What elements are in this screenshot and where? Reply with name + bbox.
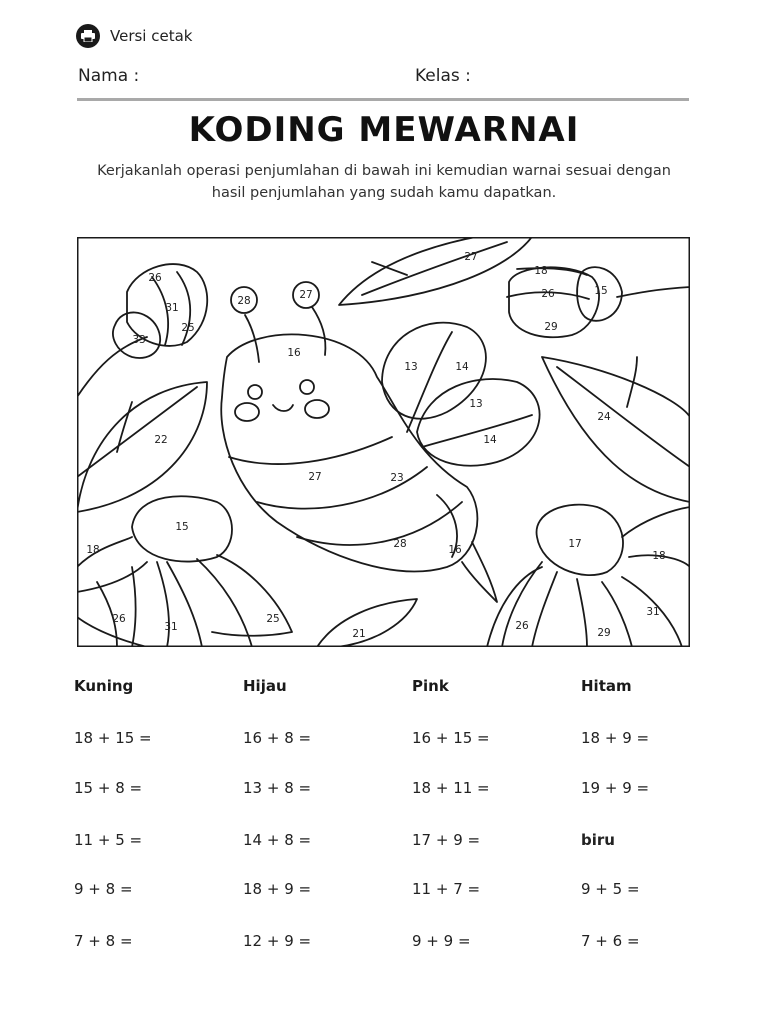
equation: 18 + 9 = [243, 880, 312, 898]
page-title: KODING MEWARNAI [188, 110, 580, 150]
label-left-leaf: 22 [154, 434, 168, 446]
label-left-bud-4: 33 [132, 334, 146, 346]
column-kuning [74, 676, 234, 950]
column-hitam [581, 676, 741, 950]
print-version-link[interactable] [76, 24, 192, 48]
picture-frame [78, 238, 690, 647]
equation: 9 + 5 = [581, 880, 640, 898]
label-right-flower-center: 17 [568, 538, 582, 550]
printer-icon [76, 24, 100, 48]
right-leaf [542, 357, 690, 502]
equation: 19 + 9 = [581, 779, 650, 797]
name-label: Nama : [78, 66, 140, 86]
label-top-leaf: 27 [464, 251, 478, 263]
label-bee-tail: 16 [448, 544, 462, 556]
instructions-line-2: hasil penjumlahan yang sudah kamu dapatkan. [211, 185, 557, 201]
label-right-bud-3: 15 [594, 285, 608, 297]
equation: 11 + 7 = [412, 880, 481, 898]
equation: 18 + 9 = [581, 729, 650, 747]
label-wing-2: 14 [455, 361, 469, 373]
column-hijau [243, 676, 403, 950]
equation: 9 + 9 = [412, 932, 471, 950]
label-wing-4: 14 [483, 434, 497, 446]
equation: 18 + 15 = [74, 729, 152, 747]
label-left-flower-4: 25 [266, 613, 280, 625]
instructions-line-1: Kerjakanlah operasi penjumlahan di bawah ini kemudian warnai sesuai dengan [97, 163, 671, 179]
equation: 15 + 8 = [74, 779, 143, 797]
header-divider [77, 98, 689, 101]
subheader-biru: biru [581, 831, 615, 849]
equation: 17 + 9 = [412, 831, 481, 849]
label-antenna-right: 27 [299, 289, 313, 301]
column-header: Pink [412, 677, 449, 695]
label-wing-1: 13 [404, 361, 418, 373]
label-bottom-leaf: 21 [352, 628, 366, 640]
label-right-bud-4: 29 [544, 321, 558, 333]
coloring-picture [77, 237, 690, 647]
label-bee-stripe-1: 27 [308, 471, 322, 483]
label-left-flower-1: 18 [86, 544, 100, 556]
column-header: Hijau [243, 677, 287, 695]
instructions [80, 160, 688, 204]
label-right-flower-1: 18 [652, 550, 666, 562]
label-left-bud-2: 31 [165, 302, 179, 314]
bee-wing-front [417, 379, 540, 466]
label-right-leaf: 24 [597, 411, 611, 423]
top-leaf [339, 237, 537, 305]
column-header: Kuning [74, 677, 134, 695]
student-info-row [78, 66, 688, 86]
label-antenna-left: 28 [237, 295, 251, 307]
label-right-flower-4: 29 [597, 627, 611, 639]
class-label: Kelas : [415, 66, 471, 86]
equation: 16 + 15 = [412, 729, 490, 747]
left-leaf [77, 382, 207, 512]
label-left-bud-1: 26 [148, 272, 162, 284]
equation: 13 + 8 = [243, 779, 312, 797]
equation: 11 + 5 = [74, 831, 143, 849]
label-wing-3: 13 [469, 398, 483, 410]
equation: 12 + 9 = [243, 932, 312, 950]
column-pink [412, 676, 572, 950]
label-bee-stripe-2: 23 [390, 472, 404, 484]
bottom-leaf [317, 599, 417, 647]
label-bee-head: 16 [287, 347, 301, 359]
label-right-bud-1: 18 [534, 265, 548, 277]
equation: 14 + 8 = [243, 831, 312, 849]
label-right-flower-3: 26 [515, 620, 529, 632]
label-right-flower-2: 31 [646, 606, 660, 618]
label-right-bud-2: 26 [541, 288, 555, 300]
equation: 9 + 8 = [74, 880, 133, 898]
label-left-flower-2: 26 [112, 613, 126, 625]
label-left-bud-3: 25 [181, 322, 195, 334]
print-version-label: Versi cetak [110, 27, 193, 45]
label-left-flower-center: 15 [175, 521, 189, 533]
equation: 16 + 8 = [243, 729, 312, 747]
label-bee-stripe-3: 28 [393, 538, 407, 550]
column-header: Hitam [581, 677, 632, 695]
equation: 7 + 8 = [74, 932, 133, 950]
label-left-flower-3: 31 [164, 621, 178, 633]
equation: 18 + 11 = [412, 779, 490, 797]
equation: 7 + 6 = [581, 932, 640, 950]
